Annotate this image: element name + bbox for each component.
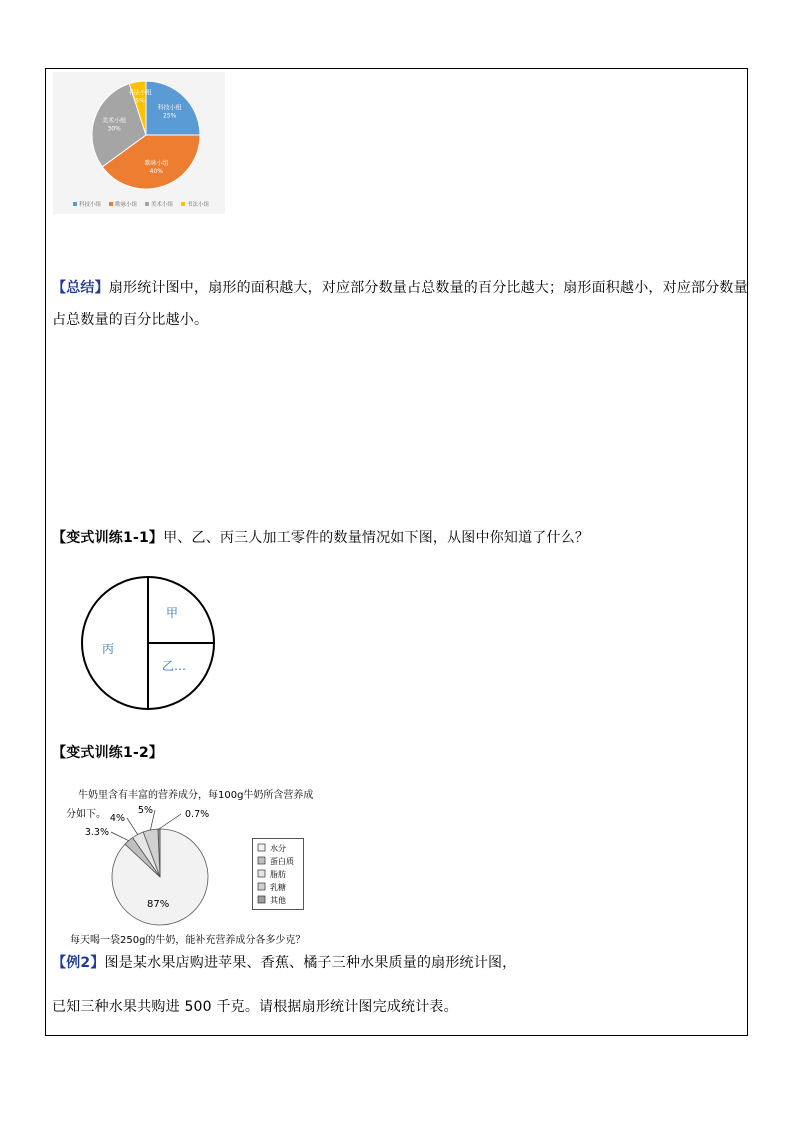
worker-pie-chart [80, 575, 220, 715]
milk-legend-label-4: 其他 [270, 896, 286, 905]
milk-legend-swatch-0 [258, 844, 265, 851]
summary-tag-open: 【 [52, 280, 67, 296]
example-2-tag: 【例2】 [52, 955, 105, 971]
example-2-line-2: 已知三种水果共购进 500 千克。请根据扇形统计图完成统计表。 [52, 999, 458, 1015]
milk-slice-label-1: 3.3% [84, 827, 109, 838]
milk-slice-label-0: 87% [147, 898, 170, 910]
milk-slice-label-4: 0.7% [185, 809, 210, 820]
legend-label-0: 科技小组 [79, 202, 102, 208]
summary-text-2: 占总数量的百分比越小。 [52, 312, 209, 328]
exercise-1-1-text: 甲、乙、丙三人加工零件的数量情况如下图，从图中你知道了什么？ [163, 530, 590, 546]
summary-line-1 [52, 272, 752, 304]
legend-label-1: 歌咏小组 [115, 202, 138, 208]
milk-legend-label-0: 水分 [270, 844, 286, 853]
interest-group-pie-chart [53, 72, 225, 214]
pie-slice-label-1: 歌咏小组 [144, 159, 169, 167]
pie-slice-percent-2: 30% [107, 125, 121, 133]
legend-label-2: 美术小组 [151, 202, 174, 208]
exercise-1-2-tag: 【变式训练1-2】 [52, 745, 164, 761]
exercise-1-1-tag: 【变式训练1-1】 [52, 530, 164, 546]
milk-intro-line-2: 分如下。 [66, 809, 106, 820]
milk-legend-swatch-3 [258, 883, 265, 890]
milk-legend-label-2: 脂肪 [270, 870, 286, 879]
pie-slice-label-2: 美术小组 [102, 117, 127, 125]
pie-slice-percent-3: 5% [135, 97, 145, 105]
milk-legend-label-1: 蛋白质 [270, 857, 294, 866]
summary-paragraph [52, 272, 752, 336]
pie-slice-label-3: 书法小组 [127, 89, 152, 97]
legend-label-3: 书法小组 [187, 202, 210, 208]
pie-slice-percent-0: 25% [163, 112, 177, 120]
milk-leader-line-4 [159, 814, 181, 829]
milk-question: 每天喝一袋250g的牛奶，能补充营养成分各多少克？ [70, 935, 306, 946]
milk-legend [252, 838, 304, 910]
milk-slice-label-3: 5% [137, 805, 153, 816]
milk-slice-label-2: 4% [109, 813, 125, 824]
milk-legend-swatch-1 [258, 857, 265, 864]
pie-slice-percent-1: 40% [149, 167, 164, 175]
exercise-1-1-line [52, 522, 752, 554]
legend-swatch-1 [109, 202, 113, 206]
milk-legend-swatch-4 [258, 896, 265, 903]
milk-legend-swatch-2 [258, 870, 265, 877]
slice-label-bing: 丙 [102, 642, 115, 656]
milk-legend-label-3: 乳糖 [270, 883, 286, 892]
slice-label-jia: 甲 [166, 606, 179, 620]
legend-swatch-3 [181, 202, 185, 206]
example-2-text: 图是某水果店购进苹果、香蕉、橘子三种水果质量的扇形统计图， [104, 955, 517, 971]
legend-swatch-0 [73, 202, 77, 206]
slice-label-yi: 乙… [162, 659, 187, 673]
legend-swatch-2 [145, 202, 149, 206]
pie-slice-label-0: 科技小组 [157, 104, 182, 112]
summary-text-1: 扇形统计图中，扇形的面积越大，对应部分数量占总数量的百分比越大；扇形面积越小，对应部分数量 [108, 280, 748, 296]
milk-intro-line-1: 牛奶里含有丰富的营养成分，每100g牛奶所含营养成 [78, 790, 314, 801]
summary-tag: 总结 [66, 280, 95, 296]
milk-leader-line-1 [111, 832, 129, 841]
summary-tag-close: 】 [94, 280, 109, 296]
milk-leader-line-2 [127, 818, 138, 835]
example-2-line-1 [52, 947, 752, 979]
